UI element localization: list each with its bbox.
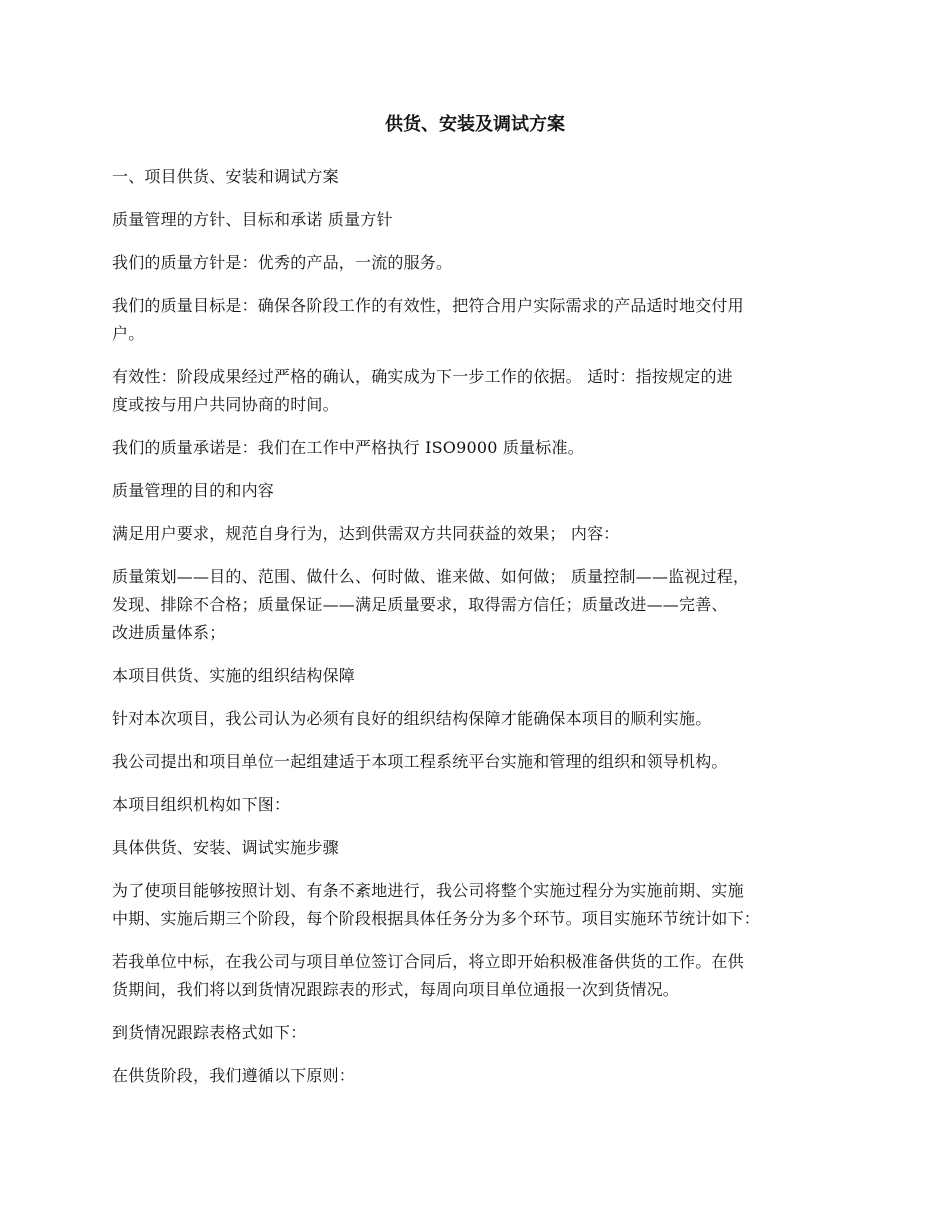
paragraph-implementation-phases: 为了使项目能够按照计划、有条不紊地进行，我公司将整个实施过程分为实施前期、实施 中期、实施后期三个阶段，每个阶段根据具体任务分为多个环节。项目实施环节统计如下： — [112, 881, 761, 928]
paragraph-quality-commitment: 我们的质量承诺是：我们在工作中严格执行 ISO9000 质量标准。 — [112, 438, 584, 457]
paragraph-tracking-table-intro: 到货情况跟踪表格式如下： — [112, 1023, 307, 1042]
paragraph-effectiveness: 有效性：阶段成果经过严格的确认，确实成为下一步工作的依据。 适时：指按规定的进 度或按与用户共同协商的时间。 — [112, 367, 733, 414]
document-body — [112, 163, 850, 1105]
paragraph-quality-purpose-heading: 质量管理的目的和内容 — [112, 481, 275, 500]
paragraph-quality-policy: 我们的质量方针是：优秀的产品，一流的服务。 — [112, 253, 453, 272]
document-title: 供货、安装及调试方案 — [385, 114, 565, 135]
paragraph-quality-policy-heading: 质量管理的方针、目标和承诺 质量方针 — [112, 210, 393, 229]
paragraph-org-structure-heading: 本项目供货、实施的组织结构保障 — [112, 666, 356, 685]
paragraph-org-chart-intro: 本项目组织机构如下图： — [112, 795, 291, 814]
paragraph-quality-purpose: 满足用户要求，规范自身行为，达到供需双方共同获益的效果； 内容： — [112, 524, 620, 543]
paragraph-quality-content: 质量策划——目的、范围、做什么、何时做、谁来做、如何做； 质量控制——监视过程， 发现、排除不合格；质量保证——满足质量要求，取得需方信任；质量改进——完善、 改进质量体系； — [112, 567, 750, 642]
paragraph-supply-principles: 在供货阶段，我们遵循以下原则： — [112, 1066, 356, 1085]
paragraph-delivery-preparation: 若我单位中标，在我公司与项目单位签订合同后，将立即开始积极准备供货的工作。在供 货期间，我们将以到货情况跟踪表的形式，每周向项目单位通报一次到货情况。 — [112, 952, 744, 999]
section-heading-supply-plan: 一、项目供货、安装和调试方案 — [112, 167, 339, 186]
paragraph-org-structure-need: 针对本次项目，我公司认为必须有良好的组织结构保障才能确保本项目的顺利实施。 — [112, 709, 712, 728]
paragraph-org-structure-proposal: 我公司提出和项目单位一起组建适于本项工程系统平台实施和管理的组织和领导机构。 — [112, 752, 728, 771]
paragraph-quality-goal: 我们的质量目标是：确保各阶段工作的有效性，把符合用户实际需求的产品适时地交付用 户。 — [112, 296, 744, 343]
paragraph-steps-heading: 具体供货、安装、调试实施步骤 — [112, 838, 339, 857]
